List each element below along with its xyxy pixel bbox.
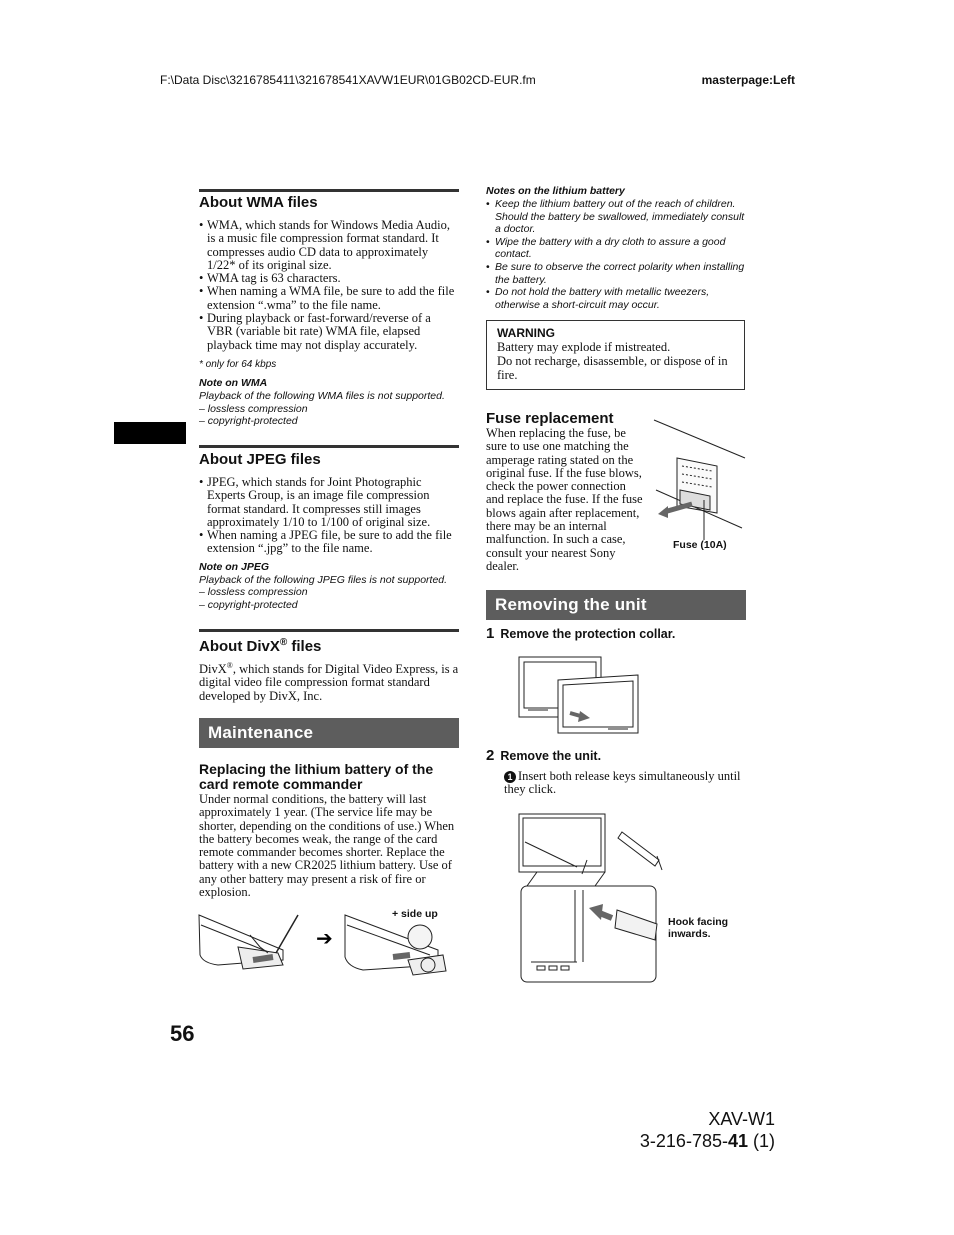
step-2: 2 Remove the unit.: [486, 747, 602, 764]
masterpage-label: masterpage:Left: [701, 73, 795, 87]
fuse-title: Fuse replacement: [486, 410, 614, 427]
divx-title: About DivX® files: [199, 637, 322, 655]
battery-body: Under normal conditions, the battery will last approximately 1 year. (The service life may be shorter, depending on the conditions of use.) When the battery becomes weak, the range of the card remote commander becomes shorter. Replace the battery with a new CR2025 lithium battery. Use of any other battery may present a risk of fire or explosion.: [199, 792, 455, 900]
jpeg-note-line: – lossless compression: [199, 586, 308, 598]
jpeg-bullets: [199, 476, 459, 556]
wma-note-title: Note on WMA: [199, 377, 268, 389]
wma-footnote: * only for 64 kbps: [199, 359, 277, 370]
protection-collar-illustration: [518, 655, 643, 737]
step-1: 1 Remove the protection collar.: [486, 625, 676, 642]
wma-bullets: [199, 219, 459, 352]
list-item: • Keep the lithium battery out of the reach of children. Should the battery be swallowed, immediately consult a doctor.: [486, 198, 746, 236]
wma-rule: [199, 189, 459, 192]
warning-line: Do not recharge, disassemble, or dispose of in fire.: [497, 354, 728, 382]
hook-label: Hook facing inwards.: [668, 916, 729, 940]
list-item: • JPEG, which stands for Joint Photographic Experts Group, is an image file compression format standard. It compresses still images approximately 1/10 to 1/100 of original size.: [199, 476, 459, 529]
jpeg-note-line: Playback of the following JPEG files is not supported.: [199, 573, 448, 586]
file-path: F:\Data Disc\3216785411\321678541XAVW1EUR\01GB02CD-EUR.fm: [160, 73, 536, 87]
release-keys-illustration: [517, 812, 662, 984]
warning-box: [486, 320, 745, 390]
list-item: • When naming a JPEG file, be sure to add the file extension “.jpg” to the file name.: [199, 529, 459, 556]
warning-line: Battery may explode if mistreated.: [497, 340, 671, 354]
lithium-notes-list: [486, 198, 746, 311]
part-number: 3-216-785-41 (1): [639, 1131, 775, 1151]
model-info: [640, 1108, 775, 1152]
removing-bar: Removing the unit: [486, 590, 746, 620]
list-item: • WMA tag is 63 characters.: [199, 272, 459, 285]
divx-rule: [199, 629, 459, 632]
divx-body: DivX®, which stands for Digital Video Express, is a digital video file compression format standard developed by DivX, Inc.: [199, 661, 459, 703]
section-tab-marker: [114, 422, 186, 444]
jpeg-rule: [199, 445, 459, 448]
list-item: • During playback or fast-forward/reverse of a VBR (variable bit rate) WMA file, elapsed playback time may not display accurately.: [199, 312, 459, 352]
svg-text:➔: ➔: [316, 928, 333, 950]
fuse-body: When replacing the fuse, be sure to use one matching the amperage rating stated on the original fuse. If the fuse blows, check the power connection and replace the fuse. If the fuse blows again after replacement, there may be an internal malfunction. In such a case, consult your nearest Sony dealer.: [486, 426, 643, 573]
wma-title: About WMA files: [199, 194, 318, 211]
fuse-label: Fuse (10A): [673, 539, 727, 551]
list-item: • Be sure to observe the correct polarity when installing the battery.: [486, 261, 746, 286]
model-name: XAV-W1: [708, 1109, 775, 1129]
wma-note-line: – lossless compression: [199, 402, 308, 415]
battery-side-label: + side up: [392, 908, 438, 920]
warning-title: WARNING: [497, 326, 555, 340]
step-2-sub-1: 1 Insert both release keys simultaneously until they click.: [504, 769, 741, 797]
wma-note-line: Playback of the following WMA files is not supported.: [199, 390, 445, 402]
jpeg-note-line: – copyright-protected: [199, 598, 298, 611]
lithium-notes-title: Notes on the lithium battery: [486, 185, 625, 197]
wma-note-line: – copyright-protected: [199, 415, 298, 427]
list-item: • When naming a WMA file, be sure to add the file extension “.wma” to the file name.: [199, 285, 459, 312]
battery-subtitle: Replacing the lithium battery of the card remote commander: [199, 761, 434, 792]
maintenance-bar: Maintenance: [199, 718, 459, 748]
list-item: • Do not hold the battery with metallic tweezers, otherwise a short-circuit may occur.: [486, 286, 746, 311]
step-number-badge: 1: [504, 771, 516, 783]
page-number: 56: [170, 1021, 195, 1046]
list-item: • Wipe the battery with a dry cloth to assure a good contact.: [486, 236, 746, 261]
fuse-illustration: [652, 418, 747, 538]
jpeg-note-title: Note on JPEG: [199, 561, 270, 573]
jpeg-title: About JPEG files: [199, 451, 321, 468]
list-item: • WMA, which stands for Windows Media Audio, is a music file compression format standard. It compresses audio CD data to approximately 1/22* of its original size.: [199, 219, 459, 272]
